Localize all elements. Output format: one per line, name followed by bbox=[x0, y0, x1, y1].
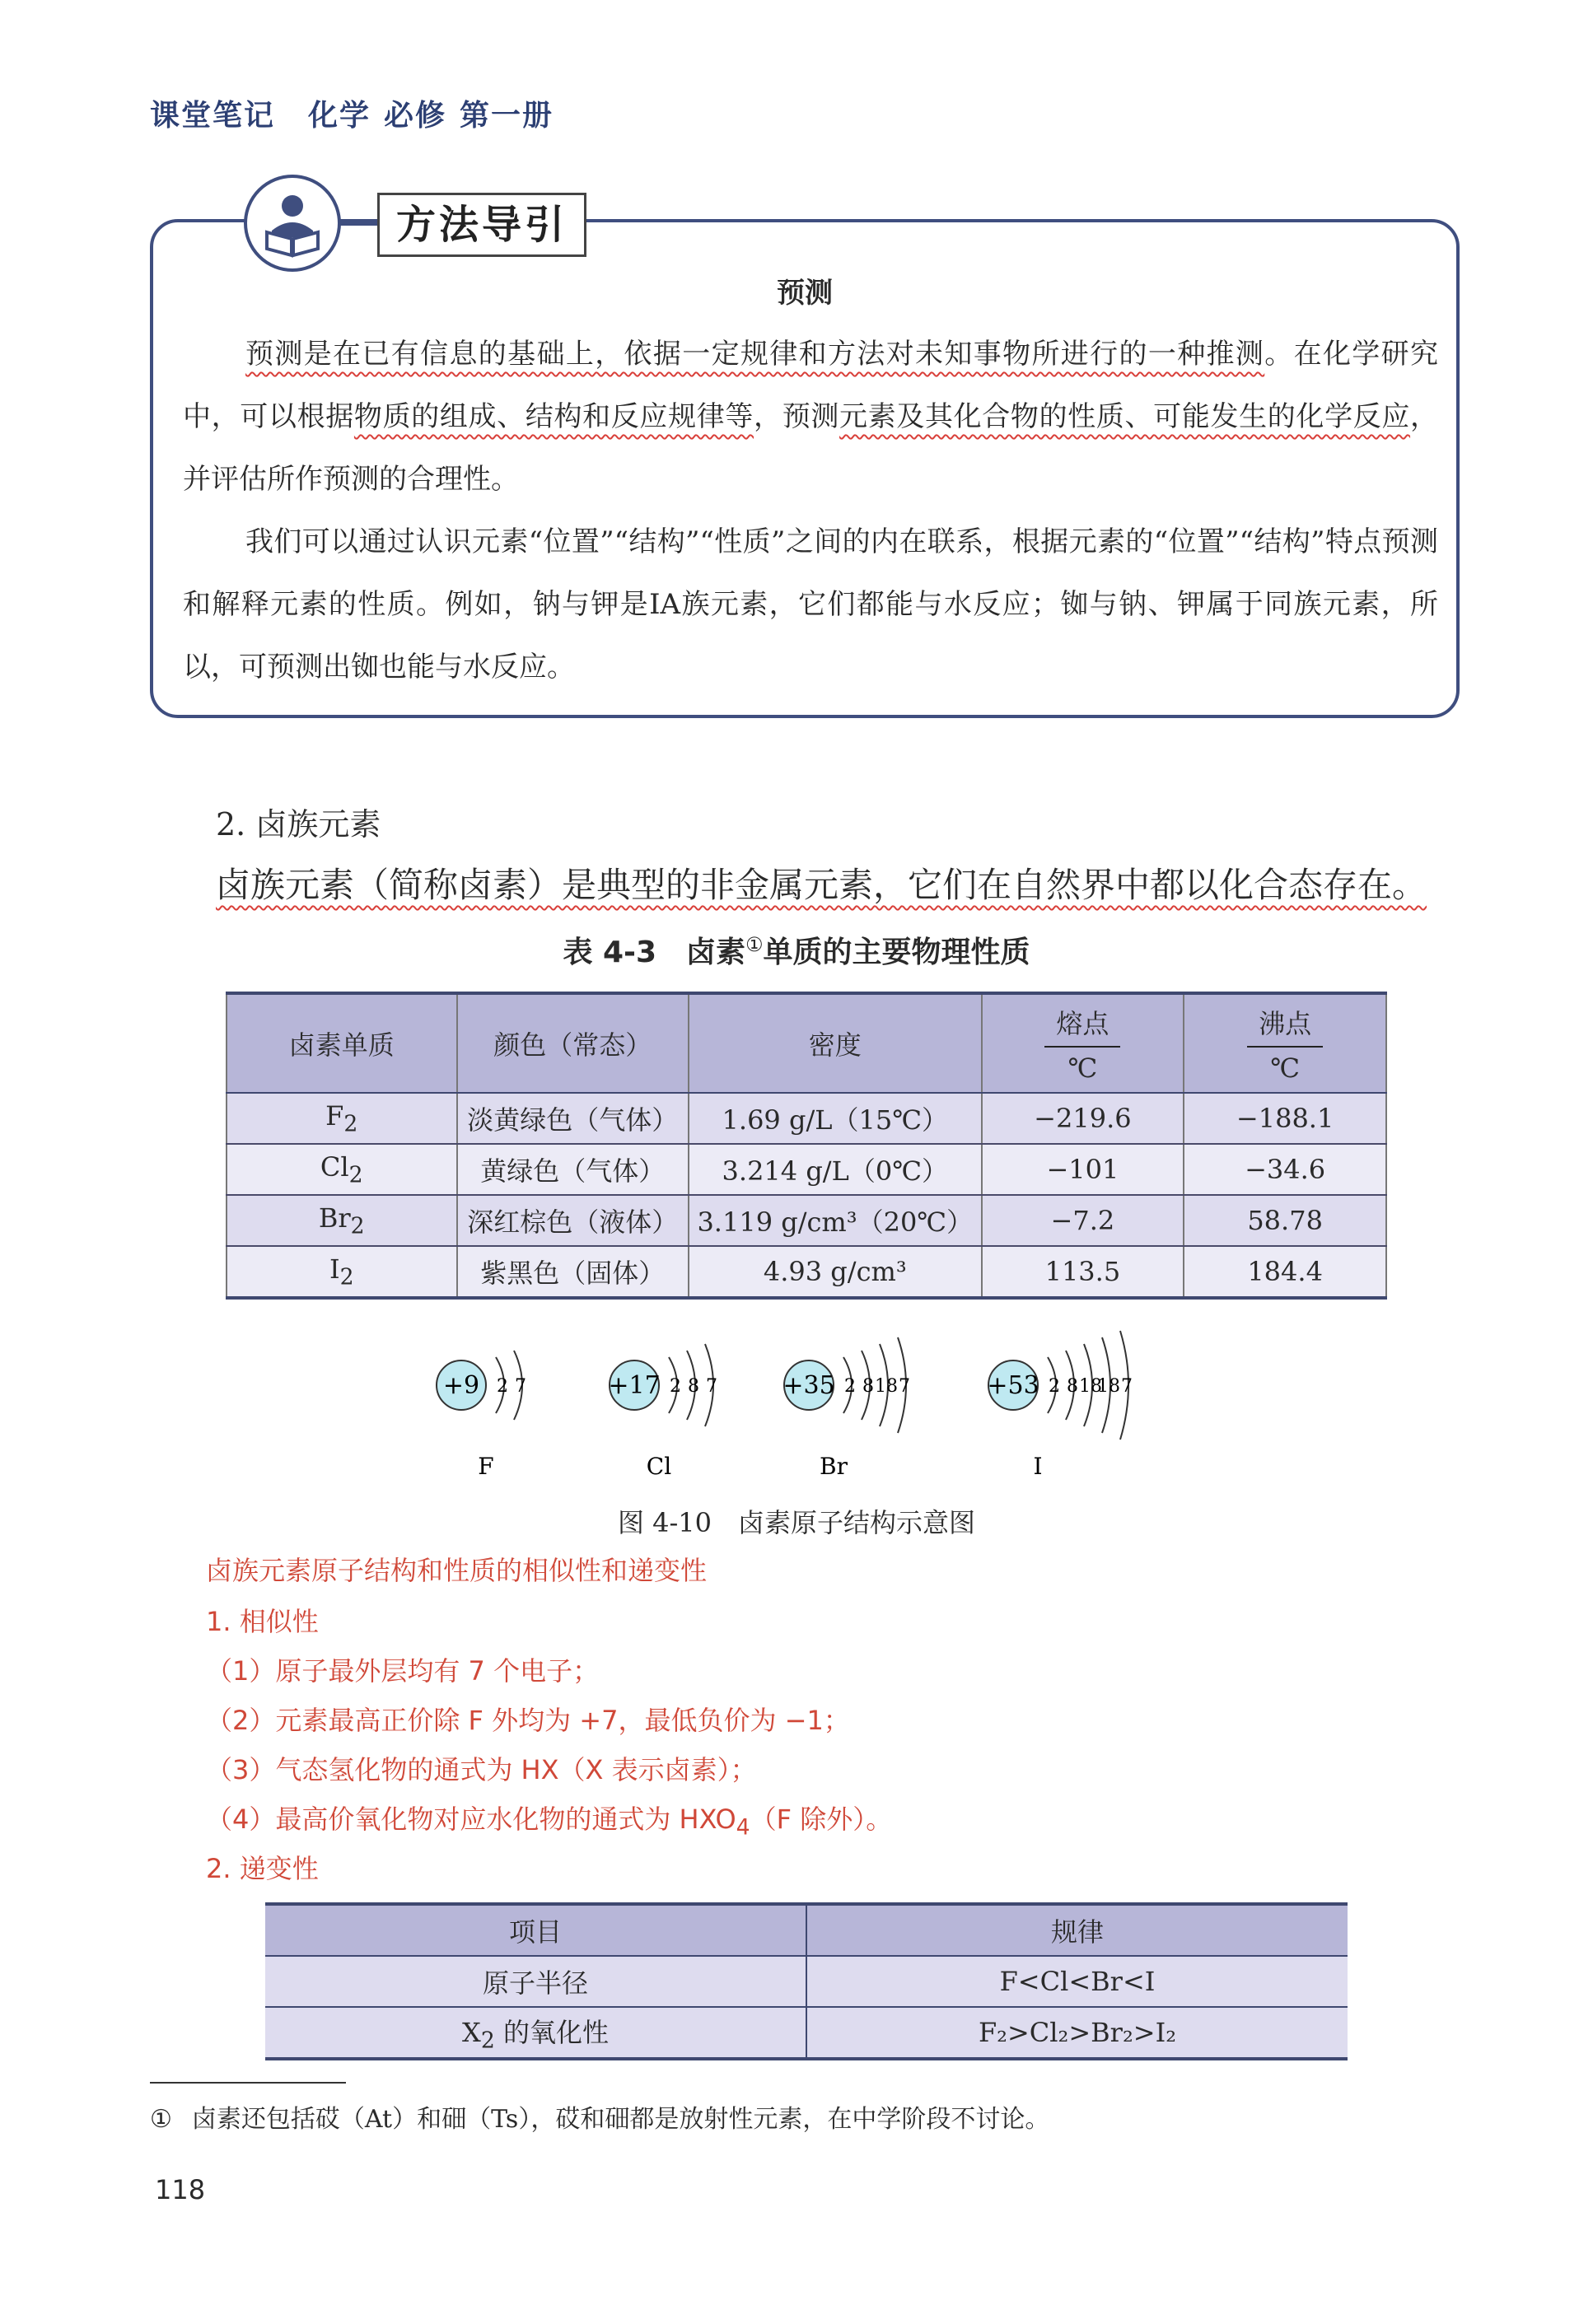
nuclear-charge: +17 bbox=[608, 1371, 661, 1400]
atom-Cl bbox=[608, 1344, 717, 1480]
element-label: F bbox=[478, 1453, 494, 1480]
shell-electron-count: 7 bbox=[706, 1376, 717, 1397]
shell-electron-count: 8 bbox=[688, 1376, 699, 1397]
section-subtitle: 卤族元素（简称卤素）是典型的非金属元素，它们在自然界中都以化合态存在。 bbox=[216, 865, 1427, 905]
table-row: $Br_2$ 深红棕色（液体） 3.119 g/cm³（20℃） −7.2 58.78 bbox=[227, 1195, 1386, 1246]
shell-electron-count: 2 bbox=[670, 1376, 681, 1397]
table-row: 原子半径 F<Cl<Br<I bbox=[265, 1956, 1348, 2007]
similarity-title: 1. 相似性 bbox=[206, 1606, 319, 1637]
table-caption: 表 4-3 卤素①单质的主要物理性质 bbox=[563, 933, 1030, 969]
shell-electron-count: 7 bbox=[515, 1376, 526, 1397]
footnote: ① 卤素还包括砹（At）和鿬（Ts），砹和鿬都是放射性元素，在中学阶段不讨论。 bbox=[150, 2105, 1050, 2134]
running-header bbox=[150, 92, 586, 134]
table-header: $\frac{\text{熔点}}{℃}$ bbox=[982, 993, 1184, 1093]
similarity-item: （4）最高价氧化物对应水化物的通式为 $HXO_4(F$ 除外）。 bbox=[206, 1804, 893, 1841]
nuclear-charge: +53 bbox=[987, 1371, 1039, 1400]
element-label: Br bbox=[820, 1453, 848, 1480]
footnote-divider bbox=[150, 2082, 346, 2084]
figure-caption: 图 4-10 卤素原子结构示意图 bbox=[617, 1507, 976, 1538]
shell-electron-count: 18 bbox=[875, 1376, 898, 1397]
table-header: 颜色（常态） bbox=[457, 993, 689, 1093]
table-row: $F_2$ 淡黄绿色（气体） 1.69 g/L（15℃） −219.6 −188.1 bbox=[227, 1093, 1386, 1144]
header-subject: 化学 bbox=[308, 99, 371, 133]
nuclear-charge: +35 bbox=[782, 1371, 835, 1400]
shell-electron-count: 18 bbox=[1079, 1376, 1102, 1397]
shell-electron-count: 7 bbox=[1121, 1376, 1133, 1397]
table-row: $Cl_2$ 黄绿色（气体） 3.214 g/L（0℃） −101 −34.6 bbox=[227, 1144, 1386, 1195]
method-paragraph-1: 预测是在已有信息的基础上，依据一定规律和方法对未知事物所进行的一种推测。在化学研究中，可以根据物质的组成、结构和反应规律等，预测元素及其化合物的性质、可能发生的化学反应，并评估所作预测的合理性。 bbox=[183, 338, 1439, 496]
notes-title: 卤族元素原子结构和性质的相似性和递变性 bbox=[206, 1555, 708, 1586]
shell-electron-count: 2 bbox=[844, 1376, 856, 1397]
trend-table bbox=[265, 1902, 1348, 2060]
method-box-title: 方法导引 bbox=[377, 193, 586, 257]
header-course: 必修 bbox=[384, 99, 447, 133]
shell-electron-count: 8 bbox=[1067, 1376, 1078, 1397]
element-label: Cl bbox=[646, 1453, 672, 1480]
reader-icon bbox=[244, 175, 341, 272]
method-paragraph-2: 我们可以通过认识元素“位置”“结构”“性质”之间的内在联系，根据元素的“位置”“结构”特点预测和解释元素的性质。例如，钠与钾是IA族元素，它们都能与水反应；铷与钠、钾属于同族元素，所以，可预测出铷也能与水反应。 bbox=[183, 525, 1438, 684]
table-row: $X_2$ 的氧化性 F₂>Cl₂>Br₂>I₂ bbox=[265, 2007, 1348, 2059]
shell-electron-count: 2 bbox=[1049, 1376, 1060, 1397]
header-volume: 第一册 bbox=[460, 99, 554, 133]
section-title: 2. 卤族元素 bbox=[216, 806, 381, 842]
shell-electron-count: 8 bbox=[862, 1376, 874, 1397]
atom-structure-diagram bbox=[354, 1318, 1178, 1482]
header-book: 课堂笔记 bbox=[150, 99, 276, 133]
atom-Br bbox=[782, 1337, 910, 1480]
table-header: 项目 bbox=[265, 1904, 806, 1956]
table-header: $\frac{\text{沸点}}{℃}$ bbox=[1184, 993, 1386, 1093]
similarity-item: （3）气态氢化物的通式为 HX（X 表示卤素）； bbox=[206, 1754, 757, 1785]
atom-F bbox=[437, 1351, 526, 1480]
method-heading: 预测 bbox=[777, 277, 833, 310]
shell-electron-count: 18 bbox=[1097, 1376, 1120, 1397]
trend-title: 2. 递变性 bbox=[206, 1853, 319, 1884]
element-label: I bbox=[1033, 1453, 1043, 1480]
nuclear-charge: +9 bbox=[442, 1371, 480, 1400]
shell-electron-count: 2 bbox=[497, 1376, 508, 1397]
wavy-underlined-text: 预测是在已有信息的基础上，依据一定规律和方法对未知事物所进行的一种推测 bbox=[245, 338, 1265, 371]
footnote-ref: ① bbox=[745, 933, 764, 956]
similarity-item: （1）原子最外层均有 7 个电子； bbox=[206, 1655, 600, 1687]
table-header: 密度 bbox=[689, 993, 982, 1093]
halogen-properties-table bbox=[226, 992, 1387, 1300]
table-row: $I_2$ 紫黑色（固体） 4.93 g/cm³ 113.5 184.4 bbox=[227, 1246, 1386, 1298]
shell-electron-count: 7 bbox=[899, 1376, 910, 1397]
title-connector bbox=[338, 222, 377, 226]
table-header: 规律 bbox=[806, 1904, 1348, 1956]
atom-I bbox=[987, 1331, 1133, 1480]
similarity-item: （2）元素最高正价除 F 外均为 +7，最低负价为 −1； bbox=[206, 1705, 850, 1736]
page-number: 118 bbox=[155, 2174, 206, 2205]
table-header: 卤素单质 bbox=[227, 993, 457, 1093]
